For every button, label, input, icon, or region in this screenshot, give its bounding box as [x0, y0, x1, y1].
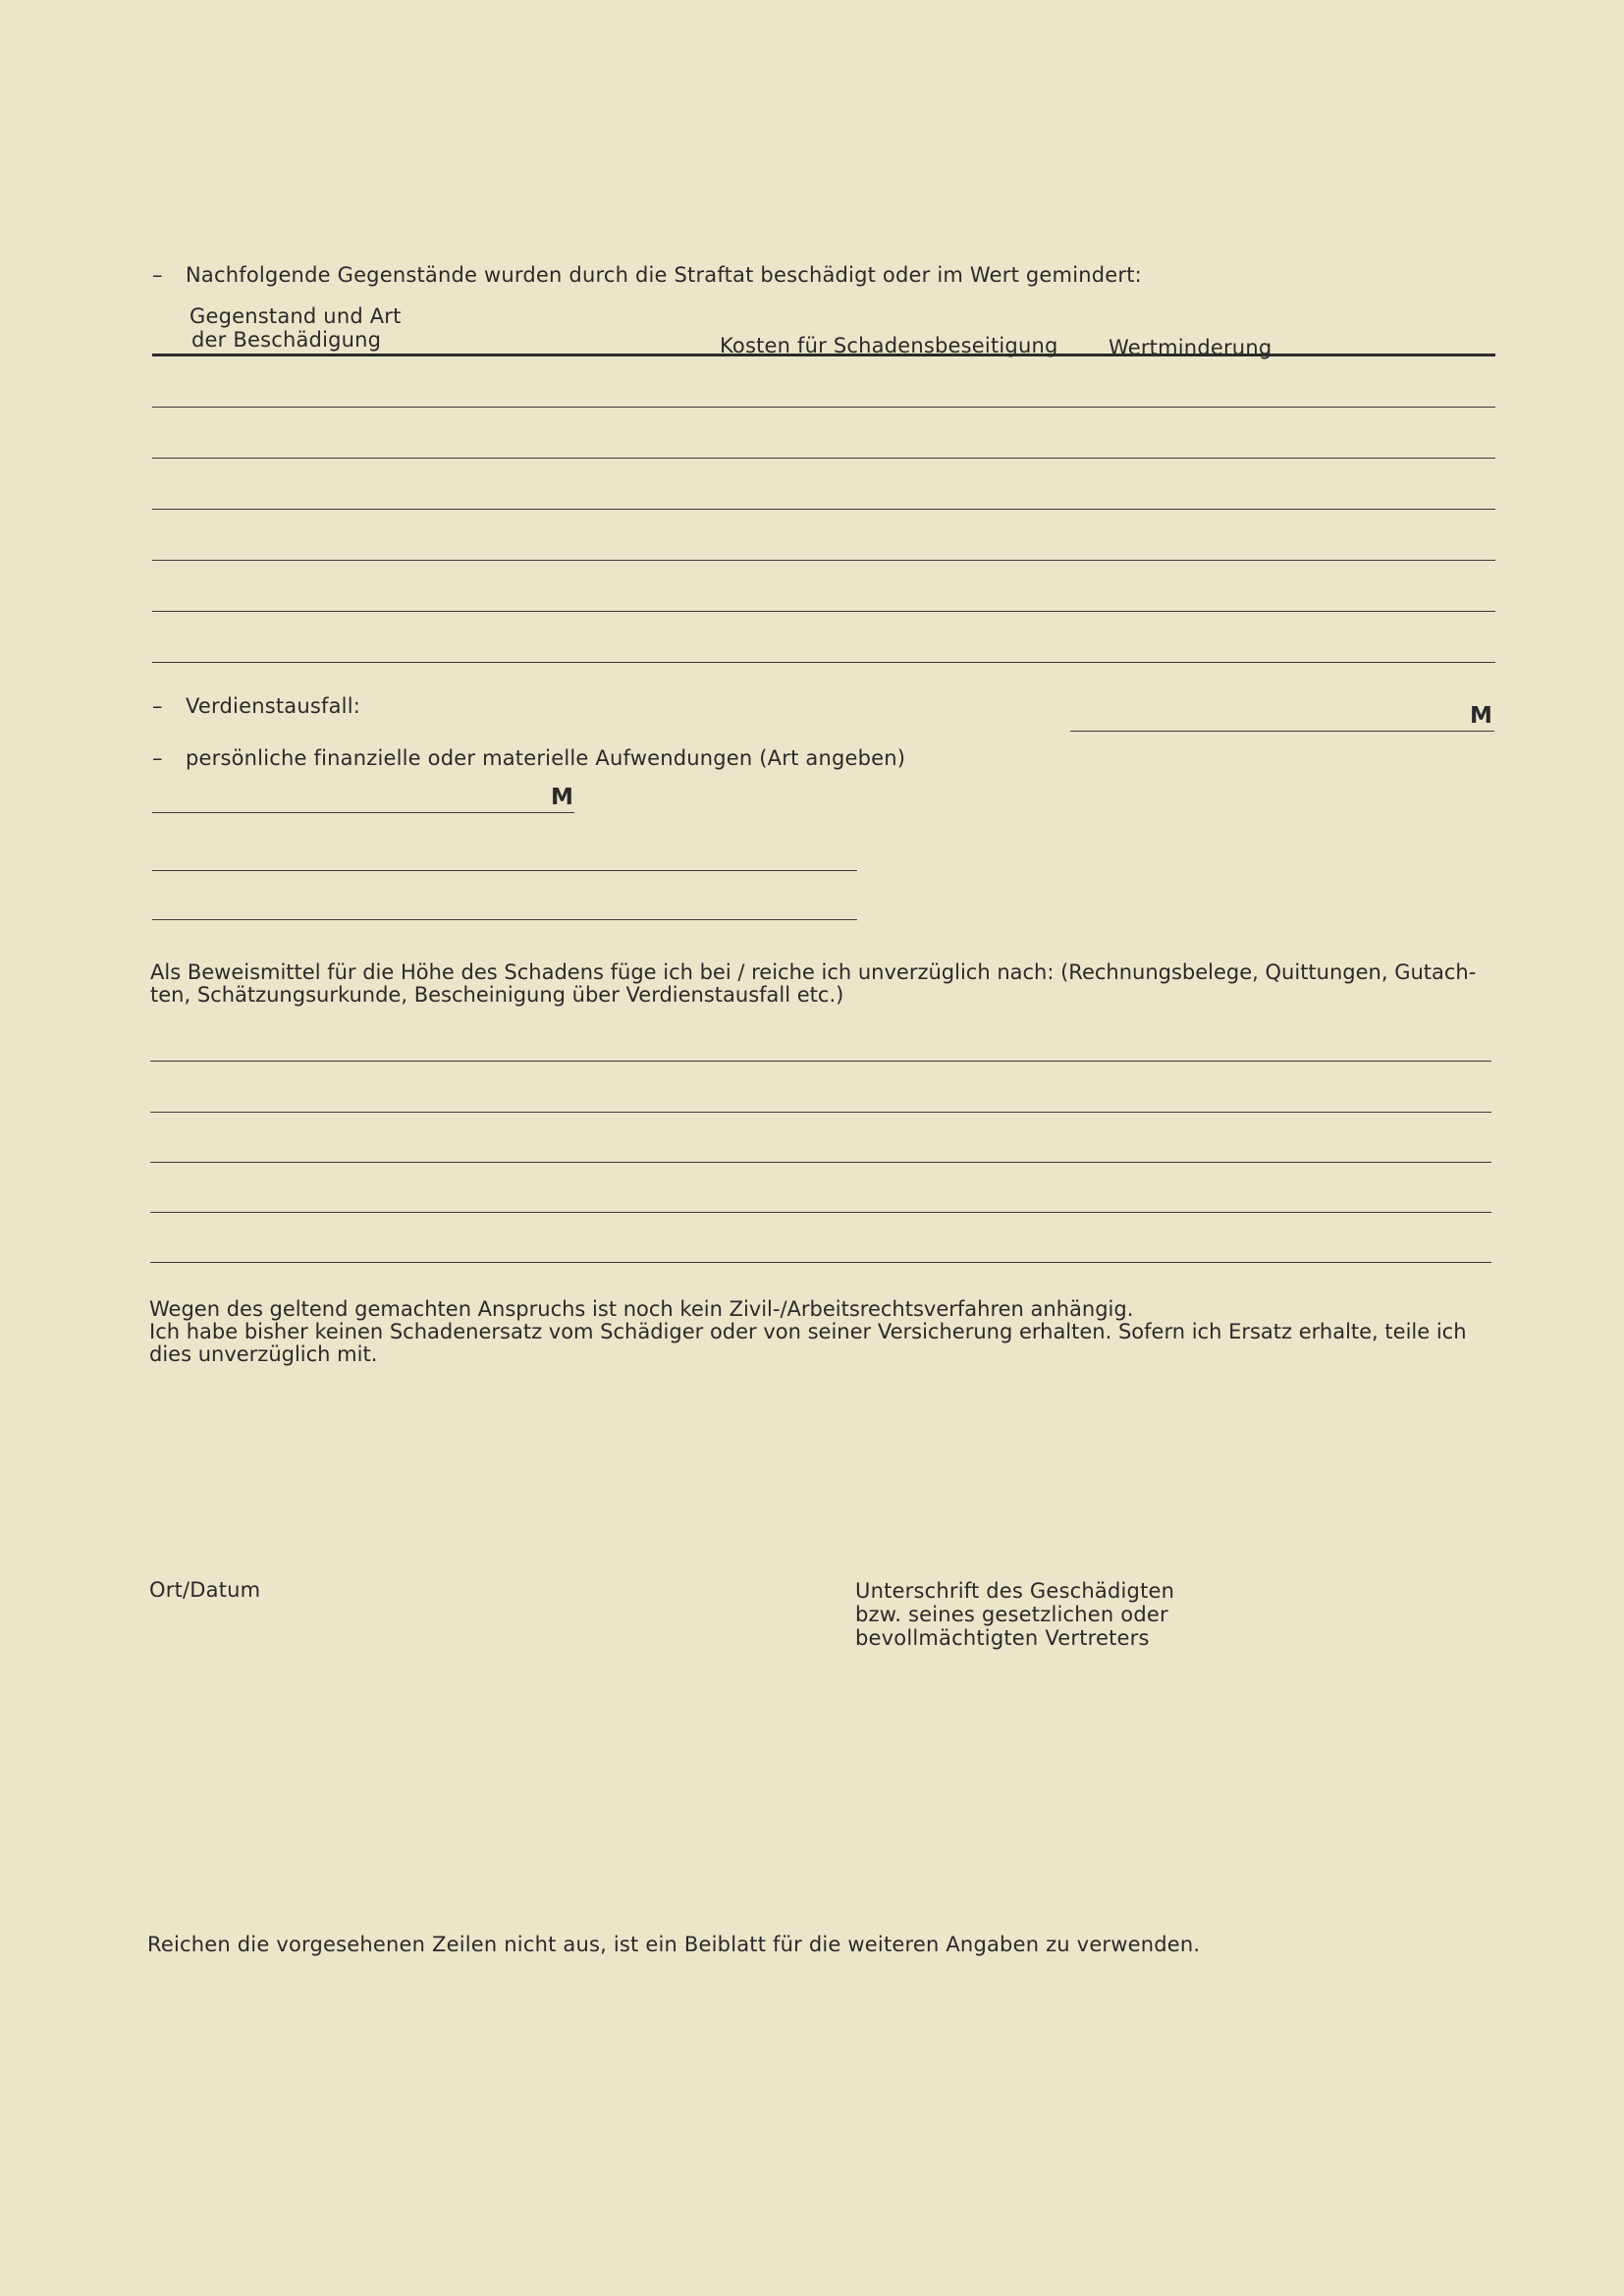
footer-note: Reichen die vorgesehenen Zeilen nicht aus, ist ein Beiblatt für die weiteren Angaben zu verwenden.: [147, 1933, 1201, 1956]
damage-intro: [152, 263, 1142, 287]
evidence-line-1: Als Beweismittel für die Höhe des Schadens füge ich bei / reiche ich unverzüglich nach: (Rechnungsbelege, Quittungen, Gutach-: [150, 960, 1477, 984]
table-header-rule: [152, 354, 1495, 356]
column-header-depreciation: Wertminderung: [1109, 336, 1272, 359]
evidence-entry-line[interactable]: [150, 1262, 1491, 1263]
column-header-costs: Kosten für Schadensbeseitigung: [720, 334, 1058, 357]
damage-entry-line[interactable]: [152, 560, 1495, 561]
damage-entry-line[interactable]: [152, 611, 1495, 612]
damage-entry-line[interactable]: [152, 458, 1495, 459]
earnings-loss-currency: M: [1470, 703, 1492, 729]
expenses-amount-field[interactable]: [152, 812, 574, 813]
declaration-line-2: Ich habe bisher keinen Schadenersatz vom Schädiger oder von seiner Versicherung erhalten. Sofern ich Ersatz erhalte, teile ich: [149, 1320, 1467, 1343]
damage-entry-line[interactable]: [152, 662, 1495, 663]
column-header-item-line2: der Beschädigung: [191, 328, 382, 352]
column-header-item-line1: Gegenstand und Art: [189, 304, 402, 328]
damage-entry-line[interactable]: [152, 407, 1495, 408]
evidence-entry-line[interactable]: [150, 1162, 1491, 1163]
earnings-loss-label: [152, 694, 360, 718]
declaration-line-3: dies unverzüglich mit.: [149, 1342, 378, 1366]
expenses-entry-line[interactable]: [152, 919, 857, 920]
evidence-line-2: ten, Schätzungsurkunde, Bescheinigung über Verdienstausfall etc.): [150, 983, 844, 1007]
damage-intro-text: Nachfolgende Gegenstände wurden durch die Straftat beschädigt oder im Wert gemindert:: [186, 263, 1142, 287]
place-date-label: Ort/Datum: [149, 1578, 261, 1602]
expenses-label: [152, 746, 905, 770]
earnings-loss-text: Verdienstausfall:: [186, 694, 361, 718]
bullet-dash: –: [152, 263, 163, 287]
evidence-entry-line[interactable]: [150, 1212, 1491, 1213]
signature-label-line2: bzw. seines gesetzlichen oder: [855, 1603, 1168, 1626]
signature-label-line1: Unterschrift des Geschädigten: [855, 1579, 1175, 1603]
earnings-loss-field[interactable]: [1070, 731, 1494, 732]
evidence-entry-line[interactable]: [150, 1112, 1491, 1113]
bullet-dash: –: [152, 694, 163, 718]
bullet-dash: –: [152, 746, 163, 770]
declaration-text: [149, 1298, 1494, 1366]
expenses-currency: M: [551, 785, 573, 810]
declaration-line-1: Wegen des geltend gemachten Anspruchs ist noch kein Zivil-/Arbeitsrechtsverfahren anhängig.: [149, 1297, 1134, 1321]
evidence-text: [150, 961, 1493, 1007]
damage-entry-line[interactable]: [152, 509, 1495, 510]
evidence-entry-line[interactable]: [150, 1061, 1491, 1062]
signature-label-line3: bevollmächtigten Vertreters: [855, 1626, 1150, 1650]
expenses-entry-line[interactable]: [152, 870, 857, 871]
expenses-text: persönliche finanzielle oder materielle Aufwendungen (Art angeben): [186, 746, 906, 770]
